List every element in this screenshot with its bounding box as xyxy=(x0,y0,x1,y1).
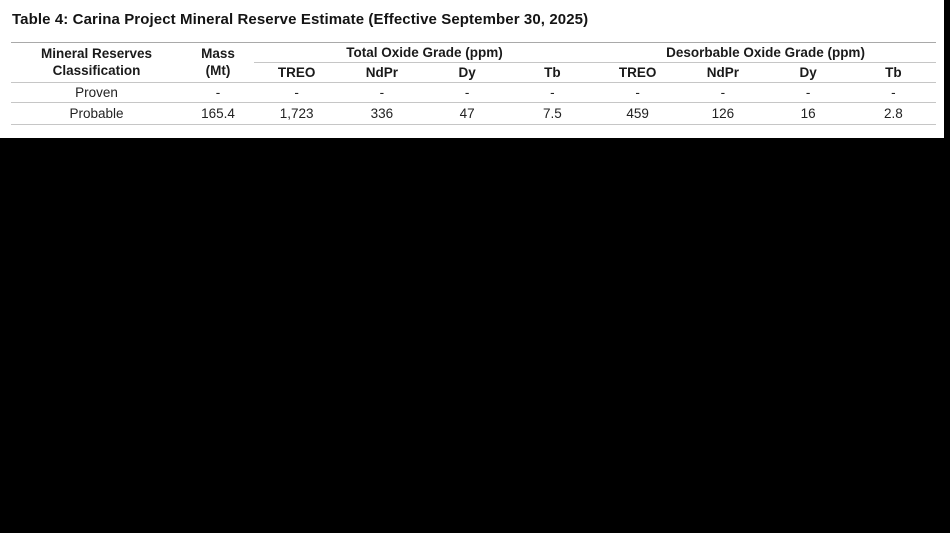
group-header-desorbable-oxide: Desorbable Oxide Grade (ppm) xyxy=(595,43,936,63)
header-classification-line2: Classification xyxy=(52,62,141,78)
cell-value: - xyxy=(425,83,510,103)
subheader-dy-desorbable: Dy xyxy=(766,63,851,83)
subheader-tb-total: Tb xyxy=(510,63,595,83)
cell-value: 47 xyxy=(425,103,510,125)
group-header-row xyxy=(11,43,936,63)
header-classification-line1: Mineral Reserves xyxy=(40,45,153,61)
header-classification xyxy=(11,43,182,83)
cell-value: - xyxy=(766,83,851,103)
table-row-probable xyxy=(11,103,936,125)
cell-value: - xyxy=(680,83,765,103)
cell-value: 16 xyxy=(766,103,851,125)
cell-value: 7.5 xyxy=(510,103,595,125)
cell-mass: 165.4 xyxy=(182,103,254,125)
cell-value: - xyxy=(339,83,424,103)
subheader-treo-desorbable: TREO xyxy=(595,63,680,83)
cell-value: - xyxy=(510,83,595,103)
cell-classification: Probable xyxy=(11,103,182,125)
cell-classification: Proven xyxy=(11,83,182,103)
mineral-reserve-table xyxy=(11,42,936,125)
header-mass xyxy=(182,43,254,83)
subheader-treo-total: TREO xyxy=(254,63,339,83)
cell-value: 336 xyxy=(339,103,424,125)
cell-value: 126 xyxy=(680,103,765,125)
subheader-ndpr-total: NdPr xyxy=(339,63,424,83)
cell-value: 459 xyxy=(595,103,680,125)
cell-value: 1,723 xyxy=(254,103,339,125)
header-mass-line1: Mass xyxy=(201,45,235,61)
cell-value: - xyxy=(851,83,936,103)
header-mass-line2: (Mt) xyxy=(205,62,231,78)
cell-value: - xyxy=(595,83,680,103)
group-header-total-oxide: Total Oxide Grade (ppm) xyxy=(254,43,595,63)
cell-value: - xyxy=(254,83,339,103)
table-title: Table 4: Carina Project Mineral Reserve Estimate (Effective September 30, 2025) xyxy=(12,11,589,28)
cell-mass: - xyxy=(182,83,254,103)
subheader-dy-total: Dy xyxy=(425,63,510,83)
subheader-ndpr-desorbable: NdPr xyxy=(680,63,765,83)
table-row-proven xyxy=(11,83,936,103)
cell-value: 2.8 xyxy=(851,103,936,125)
subheader-tb-desorbable: Tb xyxy=(851,63,936,83)
document-surface xyxy=(0,0,944,138)
